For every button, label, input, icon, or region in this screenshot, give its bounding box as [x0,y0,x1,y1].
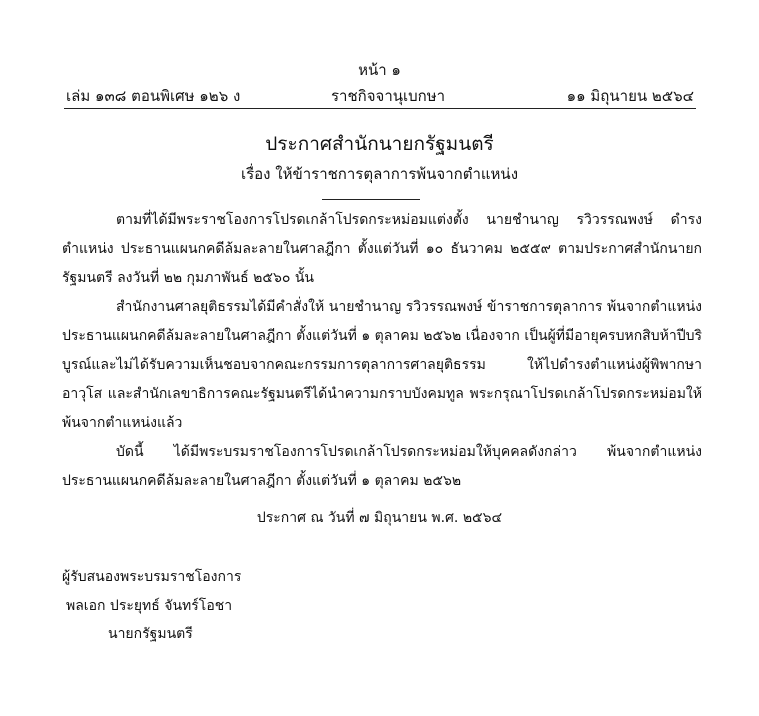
signatory-position: นายกรัฐมนตรี [108,626,193,642]
paragraph-3 [62,438,702,496]
paragraph-2-text: สำนักงานศาลยุติธรรมได้มีคำสั่งให้ นายชำนาญ รวิวรรณพงษ์ ข้าราชการตุลาการ พ้นจากตำแหน่ง ประธานแผนกคดีล้มละลายในศาลฎีกา ตั้งแต่วันที่ ๑ ตุลาคม ๒๕๖๒ เนื่องจาก เป็นผู้ที่มีอายุครบหกสิบห้าปีบริบูรณ์และไม่ได้รับความเห็นชอบจากคณะกรรมการตุลาการศาลยุติธรรม ให้ไปดำรงตำแหน่งผู้พิพากษาอาวุโส และสำนักเลขาธิการคณะรัฐมนตรีได้นำความกราบบังคมทูล พระกรุณาโปรดเกล้าโปรดกระหม่อมให้พ้นจากตำแหน่งแล้ว [62,299,702,431]
signatory-name: พลเอก ประยุทธ์ จันทร์โอชา [66,598,233,614]
page-number: หน้า ๑ [358,61,401,79]
announcement-subject: เรื่อง ให้ข้าราชการตุลาการพ้นจากตำแหน่ง [240,165,519,183]
publication-date: ๑๑ มิถุนายน ๒๕๖๔ [566,87,694,105]
paragraph-1 [62,206,702,293]
paragraph-3-text: บัดนี้ ได้มีพระบรมราชโองการโปรดเกล้าโปรดกระหม่อมให้บุคคลดังกล่าว พ้นจากตำแหน่ง ประธานแผนกคดีล้มละลายในศาลฎีกา ตั้งแต่วันที่ ๑ ตุลาคม ๒๕๖๒ [62,444,702,489]
announcement-date: ประกาศ ณ วันที่ ๗ มิถุนายน พ.ศ. ๒๕๖๔ [256,510,503,526]
header-rule [64,108,696,109]
announcement-title: ประกาศสำนักนายกรัฐมนตรี [265,133,494,155]
gazette-name: ราชกิจจานุเบกษา [331,87,446,105]
title-divider [322,199,420,200]
gazette-header [66,84,694,106]
announcement-body [62,206,702,496]
paragraph-1-text: ตามที่ได้มีพระราชโองการโปรดเกล้าโปรดกระหม่อมแต่งตั้ง นายชำนาญ รวิวรรณพงษ์ ดำรงตำแหน่ง ประธานแผนกคดีล้มละลายในศาลฎีกา ตั้งแต่วันที่ ๑๐ ธันวาคม ๒๕๕๙ ตามประกาศสำนักนายกรัฐมนตรี ลงวันที่ ๒๒ กุมภาพันธ์ ๒๕๖๐ นั้น [62,212,702,286]
countersignature-label: ผู้รับสนองพระบรมราชโองการ [62,569,242,585]
paragraph-2 [62,293,702,438]
volume-info: เล่ม ๑๓๘ ตอนพิเศษ ๑๒๖ ง [66,87,241,105]
